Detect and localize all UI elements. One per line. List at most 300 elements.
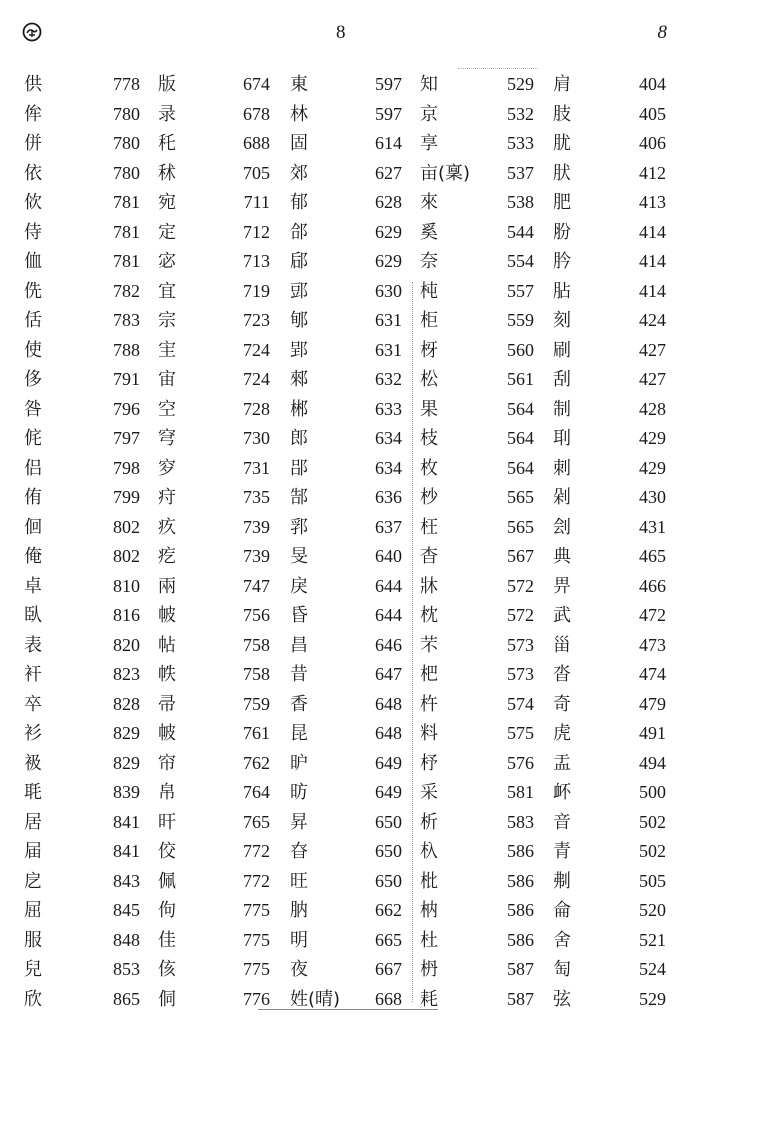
table-row xyxy=(0,837,761,867)
index-character: 郜 xyxy=(290,487,308,508)
index-character: 郈 xyxy=(290,251,308,272)
index-character: 疙 xyxy=(158,546,176,567)
page-reference: 491 xyxy=(639,723,666,743)
index-character: 佝 xyxy=(158,900,176,921)
index-character: 宓 xyxy=(158,251,176,272)
page-reference: 829 xyxy=(113,723,140,743)
page-reference: 823 xyxy=(113,664,140,684)
index-character: 枕 xyxy=(420,605,438,626)
index-character: 昌 xyxy=(290,634,308,656)
table-row xyxy=(0,424,761,454)
index-character: 佸 xyxy=(24,310,42,331)
table-row xyxy=(0,306,761,336)
index-character: 侁 xyxy=(24,280,42,302)
page-reference: 414 xyxy=(639,280,666,301)
index-character: 柜 xyxy=(420,310,438,331)
page-reference: 674 xyxy=(243,74,270,94)
page-reference: 502 xyxy=(639,811,666,832)
page-reference: 406 xyxy=(639,133,666,153)
page-reference: 412 xyxy=(639,162,666,183)
page-reference: 644 xyxy=(375,605,402,625)
page-reference: 665 xyxy=(375,929,402,950)
page-reference: 775 xyxy=(243,959,270,979)
index-character: 枚 xyxy=(420,457,438,479)
index-character: 東 xyxy=(290,74,308,95)
page-reference: 564 xyxy=(507,398,534,419)
index-character: 衱 xyxy=(24,752,42,774)
page-reference: 405 xyxy=(639,103,666,124)
page-reference: 649 xyxy=(375,782,402,802)
page-reference: 557 xyxy=(507,280,534,301)
page-reference: 636 xyxy=(375,487,402,507)
index-character: 杷 xyxy=(420,664,438,685)
index-character: 枉 xyxy=(420,516,438,538)
index-character: 舍 xyxy=(553,929,571,951)
index-character: 居 xyxy=(24,811,42,833)
index-character: 夜 xyxy=(290,959,308,980)
page-reference: 537 xyxy=(507,162,534,183)
page-reference: 414 xyxy=(639,251,666,271)
table-row xyxy=(0,719,761,749)
page-reference: 756 xyxy=(243,605,270,625)
index-character: 戹 xyxy=(24,870,42,892)
index-character: 芣 xyxy=(420,634,438,656)
page-reference: 428 xyxy=(639,398,666,419)
index-character: 料 xyxy=(420,723,438,744)
index-character: 果 xyxy=(420,398,438,420)
page-reference: 841 xyxy=(113,811,140,832)
index-character: 奚 xyxy=(420,221,438,243)
page-reference: 583 xyxy=(507,811,534,832)
index-character: 京 xyxy=(420,103,438,125)
page-reference: 413 xyxy=(639,192,666,212)
index-character: 帘 xyxy=(158,752,176,774)
page-reference: 730 xyxy=(243,428,270,448)
page-reference: 780 xyxy=(113,133,140,153)
index-character: 衃 xyxy=(553,782,571,803)
page-reference: 799 xyxy=(113,487,140,507)
page-reference: 573 xyxy=(507,634,534,655)
page-reference: 567 xyxy=(507,546,534,566)
page-reference: 565 xyxy=(507,516,534,537)
page-reference: 646 xyxy=(375,634,402,655)
index-character: 帚 xyxy=(158,693,176,715)
table-row xyxy=(0,690,761,720)
index-character: 松 xyxy=(420,369,438,390)
page-reference: 586 xyxy=(507,870,534,891)
page-reference: 705 xyxy=(243,162,270,183)
page-reference: 865 xyxy=(113,988,140,1009)
index-character: 侖 xyxy=(553,900,571,921)
table-row xyxy=(0,572,761,602)
page-reference: 775 xyxy=(243,929,270,950)
page-reference: 810 xyxy=(113,575,140,596)
page-reference: 597 xyxy=(375,74,402,94)
table-row xyxy=(0,218,761,248)
index-character: 佽 xyxy=(24,192,42,213)
index-character: 刵 xyxy=(553,428,571,449)
page-reference: 533 xyxy=(507,133,534,153)
page-reference: 472 xyxy=(639,605,666,625)
index-character: 肣 xyxy=(553,251,571,272)
index-character: 郇 xyxy=(290,310,308,331)
page-reference: 765 xyxy=(243,811,270,832)
character-index-table xyxy=(0,70,761,1014)
page-reference: 581 xyxy=(507,782,534,802)
page-reference: 853 xyxy=(113,959,140,979)
index-character: 林 xyxy=(290,103,308,125)
index-character: 郊 xyxy=(290,162,308,184)
table-row xyxy=(0,542,761,572)
index-character: 昚 xyxy=(290,841,308,862)
page-reference: 723 xyxy=(243,310,270,330)
index-character: 服 xyxy=(24,929,42,951)
index-character: 牀 xyxy=(420,575,438,597)
page-reference: 648 xyxy=(375,723,402,743)
index-character: 侔 xyxy=(24,103,42,125)
index-character: 杶 xyxy=(420,280,438,302)
page-reference: 781 xyxy=(113,221,140,242)
index-character: 杁 xyxy=(420,841,438,862)
page-reference: 565 xyxy=(507,487,534,507)
table-row xyxy=(0,749,761,779)
page-reference: 667 xyxy=(375,959,402,979)
index-character: 知 xyxy=(420,74,438,95)
index-character: 旻 xyxy=(290,546,308,567)
page-reference: 648 xyxy=(375,693,402,714)
page-reference: 629 xyxy=(375,221,402,242)
table-row xyxy=(0,896,761,926)
page-reference: 688 xyxy=(243,133,270,153)
page-reference: 728 xyxy=(243,398,270,419)
page-reference: 647 xyxy=(375,664,402,684)
page-reference: 797 xyxy=(113,428,140,448)
page-reference: 473 xyxy=(639,634,666,655)
index-character: 宙 xyxy=(158,369,176,390)
index-character: 姓(晴) xyxy=(290,988,341,1010)
table-row xyxy=(0,100,761,130)
page-reference: 719 xyxy=(243,280,270,301)
table-row xyxy=(0,808,761,838)
index-character: 枝 xyxy=(420,428,438,449)
index-character: 枬 xyxy=(420,959,438,980)
index-character: 析 xyxy=(420,811,438,833)
page-reference: 778 xyxy=(113,74,140,94)
index-character: 侅 xyxy=(158,959,176,980)
page-reference: 820 xyxy=(113,634,140,655)
page-reference: 559 xyxy=(507,310,534,330)
index-character: 刽 xyxy=(553,516,571,538)
page-reference: 597 xyxy=(375,103,402,124)
index-character: 侍 xyxy=(24,221,42,243)
page-reference: 627 xyxy=(375,162,402,183)
index-character: 郎 xyxy=(290,428,308,449)
index-character: 刮 xyxy=(553,369,571,390)
page-reference: 414 xyxy=(639,221,666,242)
index-character: 郴 xyxy=(290,398,308,420)
page-reference: 427 xyxy=(639,369,666,389)
index-character: 制 xyxy=(553,398,571,420)
index-character: 佼 xyxy=(158,841,176,862)
page-reference: 845 xyxy=(113,900,140,920)
table-row xyxy=(0,336,761,366)
page-reference: 465 xyxy=(639,546,666,566)
page-reference: 494 xyxy=(639,752,666,773)
page-reference: 631 xyxy=(375,310,402,330)
page-reference: 841 xyxy=(113,841,140,861)
table-row xyxy=(0,129,761,159)
page-reference: 816 xyxy=(113,605,140,625)
page-reference: 572 xyxy=(507,575,534,596)
page-number-right: 8 xyxy=(657,22,667,43)
page-reference: 474 xyxy=(639,664,666,684)
index-character: 疛 xyxy=(158,487,176,508)
page-reference: 586 xyxy=(507,900,534,920)
index-character: 享 xyxy=(420,133,438,154)
index-character: 侈 xyxy=(24,369,42,390)
page-reference: 649 xyxy=(375,752,402,773)
index-character: 刺 xyxy=(553,457,571,479)
page-reference: 561 xyxy=(507,369,534,389)
index-character: 杪 xyxy=(420,487,438,508)
index-character: 宔 xyxy=(158,339,176,361)
index-character: 臥 xyxy=(24,605,42,626)
page-reference: 532 xyxy=(507,103,534,124)
index-character: 侣 xyxy=(24,457,42,479)
table-row xyxy=(0,778,761,808)
page-reference: 798 xyxy=(113,457,140,478)
page-reference: 772 xyxy=(243,841,270,861)
index-character: 刜 xyxy=(553,870,571,892)
table-row xyxy=(0,955,761,985)
page-reference: 529 xyxy=(507,74,534,94)
index-character: 固 xyxy=(290,133,308,154)
index-character: 帛 xyxy=(158,782,176,803)
page-reference: 758 xyxy=(243,634,270,655)
page-reference: 848 xyxy=(113,929,140,950)
index-character: 空 xyxy=(158,398,176,420)
index-character: 秅 xyxy=(158,133,176,154)
table-row xyxy=(0,454,761,484)
index-character: 杼 xyxy=(420,752,438,774)
index-character: 明 xyxy=(290,929,308,951)
index-character: 肥 xyxy=(553,192,571,213)
seal-logo-icon xyxy=(22,22,42,42)
index-character: 昔 xyxy=(290,664,308,685)
index-character: 屈 xyxy=(24,900,42,921)
page-reference: 629 xyxy=(375,251,402,271)
index-character: 併 xyxy=(24,133,42,154)
page-reference: 782 xyxy=(113,280,140,301)
index-character: 亩(稟) xyxy=(420,162,471,184)
table-row xyxy=(0,631,761,661)
index-character: 昉 xyxy=(290,782,308,803)
page-reference: 429 xyxy=(639,428,666,448)
index-character: 肬 xyxy=(553,133,571,154)
page-reference: 524 xyxy=(639,959,666,979)
page-reference: 759 xyxy=(243,693,270,714)
table-row xyxy=(0,660,761,690)
page-reference: 466 xyxy=(639,575,666,596)
index-character: 郖 xyxy=(290,280,308,302)
index-character: 杵 xyxy=(420,693,438,715)
index-character: 枇 xyxy=(420,870,438,892)
index-character: 侐 xyxy=(24,251,42,272)
index-character: 典 xyxy=(553,546,571,567)
index-character: 杜 xyxy=(420,929,438,951)
index-character: 衦 xyxy=(24,664,42,685)
page-reference: 739 xyxy=(243,546,270,566)
page-reference: 788 xyxy=(113,339,140,360)
index-character: 宜 xyxy=(158,280,176,302)
index-character: 侑 xyxy=(24,487,42,508)
page-reference: 724 xyxy=(243,339,270,360)
index-character: 肩 xyxy=(553,74,571,95)
page-reference: 650 xyxy=(375,841,402,861)
page-reference: 572 xyxy=(507,605,534,625)
page-reference: 839 xyxy=(113,782,140,802)
index-character: 侂 xyxy=(24,428,42,449)
index-character: 咎 xyxy=(24,398,42,420)
page-reference: 781 xyxy=(113,192,140,212)
index-character: 武 xyxy=(553,605,571,626)
page-reference: 739 xyxy=(243,516,270,537)
index-character: 音 xyxy=(553,811,571,833)
page-reference: 521 xyxy=(639,929,666,950)
page-reference: 573 xyxy=(507,664,534,684)
index-character: 匋 xyxy=(553,959,571,980)
page-reference: 614 xyxy=(375,133,402,153)
index-character: 卓 xyxy=(24,575,42,597)
index-character: 帖 xyxy=(158,634,176,656)
page-reference: 668 xyxy=(375,988,402,1009)
table-row xyxy=(0,483,761,513)
page-reference: 632 xyxy=(375,369,402,389)
page-reference: 758 xyxy=(243,664,270,684)
index-character: 宛 xyxy=(158,192,176,213)
index-character: 刷 xyxy=(553,339,571,361)
page-reference: 587 xyxy=(507,959,534,979)
index-character: 郁 xyxy=(290,192,308,213)
index-character: 佪 xyxy=(24,516,42,538)
page-reference: 427 xyxy=(639,339,666,360)
index-character: 兩 xyxy=(158,575,176,597)
page-reference: 586 xyxy=(507,841,534,861)
page-reference: 564 xyxy=(507,428,534,448)
index-character: 刻 xyxy=(553,310,571,331)
index-character: 俺 xyxy=(24,546,42,567)
index-character: 疚 xyxy=(158,516,176,538)
index-character: 昏 xyxy=(290,605,308,626)
index-character: 郲 xyxy=(290,369,308,390)
page-reference: 843 xyxy=(113,870,140,891)
index-character: 弦 xyxy=(553,988,571,1010)
page-reference: 780 xyxy=(113,103,140,124)
index-character: 來 xyxy=(420,192,438,213)
page-reference: 634 xyxy=(375,457,402,478)
index-character: 戾 xyxy=(290,575,308,597)
page-reference: 781 xyxy=(113,251,140,271)
index-character: 虎 xyxy=(553,723,571,744)
page-reference: 791 xyxy=(113,369,140,389)
index-character: 奈 xyxy=(420,251,438,272)
page-reference: 761 xyxy=(243,723,270,743)
index-character: 帔 xyxy=(158,723,176,744)
page-reference: 429 xyxy=(639,457,666,478)
page-reference: 586 xyxy=(507,929,534,950)
page-reference: 560 xyxy=(507,339,534,360)
page-reference: 505 xyxy=(639,870,666,891)
page-reference: 576 xyxy=(507,752,534,773)
page-reference: 711 xyxy=(243,192,270,212)
index-character: 表 xyxy=(24,634,42,656)
page-reference: 775 xyxy=(243,900,270,920)
page-reference: 587 xyxy=(507,988,534,1009)
page-reference: 634 xyxy=(375,428,402,448)
index-character: 使 xyxy=(24,339,42,361)
page-reference: 802 xyxy=(113,546,140,566)
index-character: 佩 xyxy=(158,870,176,892)
index-character: 枒 xyxy=(420,339,438,361)
table-row xyxy=(0,365,761,395)
page-reference: 631 xyxy=(375,339,402,360)
page-reference: 544 xyxy=(507,221,534,242)
page-reference: 724 xyxy=(243,369,270,389)
table-row xyxy=(0,277,761,307)
page-reference: 772 xyxy=(243,870,270,891)
index-character: 昆 xyxy=(290,723,308,744)
index-character: 毦 xyxy=(24,782,42,803)
table-row xyxy=(0,513,761,543)
index-character: 昈 xyxy=(290,752,308,774)
index-character: 郢 xyxy=(290,339,308,361)
page-reference: 780 xyxy=(113,162,140,183)
page-reference: 529 xyxy=(639,988,666,1009)
table-row xyxy=(0,159,761,189)
page-reference: 554 xyxy=(507,251,534,271)
index-character: 帙 xyxy=(158,664,176,685)
index-character: 版 xyxy=(158,74,176,95)
page-reference: 640 xyxy=(375,546,402,566)
index-character: 欣 xyxy=(24,988,42,1010)
page-reference: 430 xyxy=(639,487,666,507)
page-reference: 424 xyxy=(639,310,666,330)
index-character: 郃 xyxy=(290,221,308,243)
page-reference: 762 xyxy=(243,752,270,773)
page-reference: 735 xyxy=(243,487,270,507)
index-character: 侗 xyxy=(158,988,176,1010)
page-reference: 633 xyxy=(375,398,402,419)
page-reference: 802 xyxy=(113,516,140,537)
index-character: 昇 xyxy=(290,811,308,833)
index-character: 秫 xyxy=(158,162,176,184)
page-reference: 731 xyxy=(243,457,270,478)
index-character: 佳 xyxy=(158,929,176,951)
index-character: 郛 xyxy=(290,516,308,538)
index-character: 盂 xyxy=(553,752,571,774)
page-header xyxy=(0,16,761,52)
index-character: 肢 xyxy=(553,103,571,125)
page-number-center: 8 xyxy=(336,22,346,43)
table-row xyxy=(0,395,761,425)
index-character: 沓 xyxy=(553,664,571,685)
index-character: 杳 xyxy=(420,546,438,567)
page-reference: 574 xyxy=(507,693,534,714)
index-character: 肦 xyxy=(553,221,571,243)
page-reference: 650 xyxy=(375,811,402,832)
index-character: 供 xyxy=(24,74,42,95)
index-character: 兒 xyxy=(24,959,42,980)
